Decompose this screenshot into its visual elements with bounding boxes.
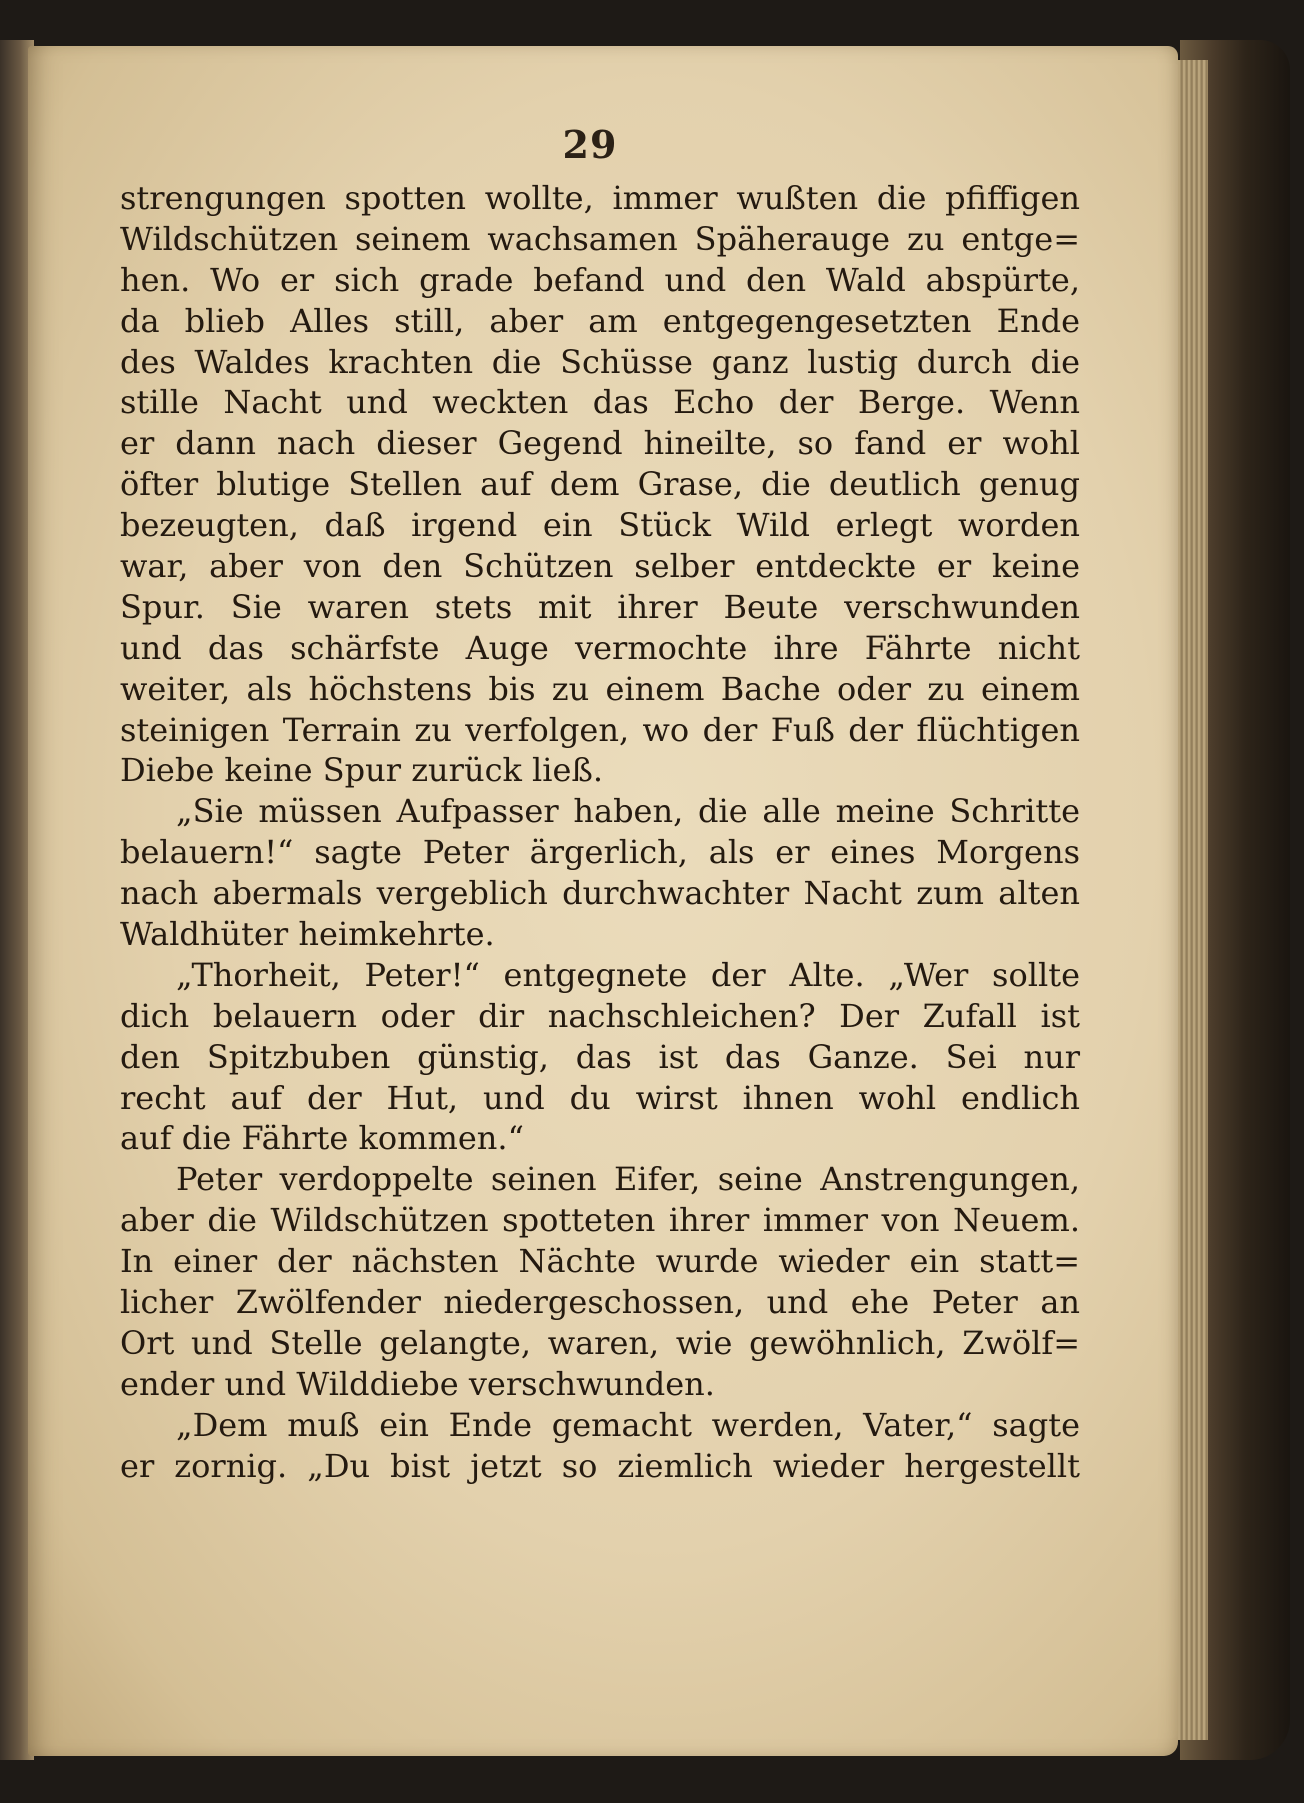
text-line: belauern!“ sagte Peter ärgerlich, als er eines Morgens [120, 833, 1080, 872]
text-line: Waldhüter heimkehrte. [120, 915, 495, 954]
text-line: steinigen Terrain zu verfolgen, wo der Fuß der flüchtigen [120, 710, 1080, 749]
text-line: Wildschützen seinem wachsamen Späherauge zu entge= [120, 219, 1080, 258]
page-number: 29 [562, 122, 618, 167]
text-line: des Waldes krachten die Schüsse ganz lustig durch die [120, 342, 1080, 381]
text-line: öfter blutige Stellen auf dem Grase, die deutlich genug [120, 465, 1080, 504]
text-line: stille Nacht und weckten das Echo der Berge. Wenn [120, 383, 1080, 422]
text-line: „Thorheit, Peter!“ entgegnete der Alte. „Wer sollte [176, 955, 1080, 994]
text-line: ender und Wilddiebe verschwunden. [120, 1364, 715, 1403]
text-line: hen. Wo er sich grade befand und den Wald abspürte, [120, 260, 1080, 299]
text-line: dich belauern oder dir nachschleichen? Der Zufall ist [120, 996, 1080, 1035]
text-line: aber die Wildschützen spotteten ihrer immer von Neuem. [120, 1201, 1080, 1240]
text-line: strengungen spotten wollte, immer wußten die pfiffigen [120, 179, 1080, 217]
text-line: da blieb Alles still, aber am entgegengesetzten Ende [120, 301, 1080, 340]
text-line: recht auf der Hut, und du wirst ihnen wohl endlich [120, 1078, 1080, 1117]
text-line: er dann nach dieser Gegend hineilte, so fand er wohl [120, 424, 1080, 463]
text-line: Diebe keine Spur zurück ließ. [120, 751, 603, 790]
text-line: nach abermals vergeblich durchwachter Nacht zum alten [120, 874, 1080, 913]
text-line: weiter, als höchstens bis zu einem Bache oder zu einem [120, 669, 1080, 708]
text-line: bezeugten, daß irgend ein Stück Wild erlegt worden [120, 506, 1080, 545]
text-line: er zornig. „Du bist jetzt so ziemlich wieder hergestellt [120, 1446, 1080, 1485]
text-line: In einer der nächsten Nächte wurde wieder ein statt= [120, 1242, 1080, 1281]
text-line: war, aber von den Schützen selber entdeckte er keine [120, 547, 1080, 586]
text-line: „Sie müssen Aufpasser haben, die alle meine Schritte [176, 792, 1080, 831]
text-line: und das schärfste Auge vermochte ihre Fährte nicht [120, 628, 1080, 667]
text-line: Peter verdoppelte seinen Eifer, seine Anstrengungen, [176, 1160, 1080, 1199]
text-line: Spur. Sie waren stets mit ihrer Beute verschwunden [120, 587, 1080, 626]
page-text-block [120, 178, 1080, 1487]
text-line: auf die Fährte kommen.“ [120, 1119, 524, 1158]
text-line: Ort und Stelle gelangte, waren, wie gewöhnlich, Zwölf= [120, 1323, 1080, 1362]
text-line: licher Zwölfender niedergeschossen, und ehe Peter an [120, 1283, 1080, 1322]
text-line: „Dem muß ein Ende gemacht werden, Vater,“ sagte [176, 1405, 1080, 1444]
text-line: den Spitzbuben günstig, das ist das Ganze. Sei nur [120, 1037, 1080, 1076]
